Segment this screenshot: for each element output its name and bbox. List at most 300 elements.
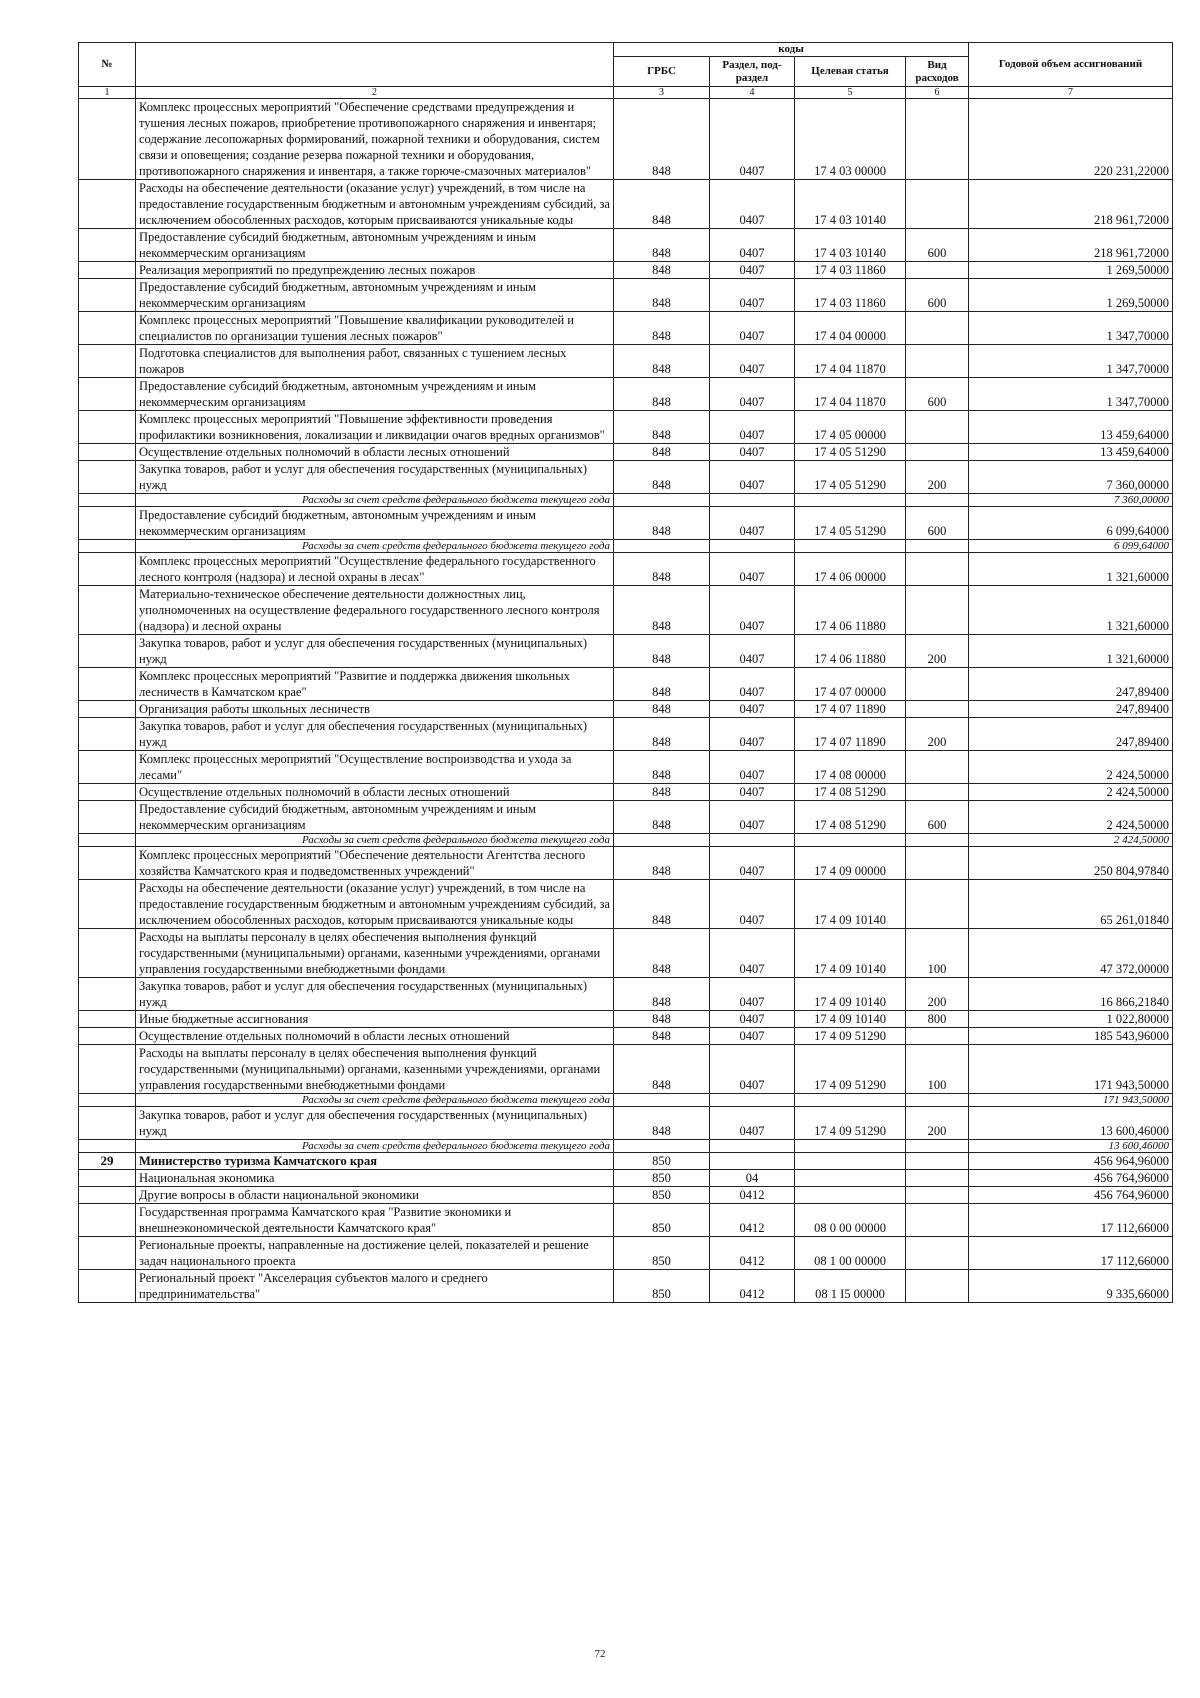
header-grbs: ГРБС bbox=[614, 57, 710, 87]
federal-budget-subrow bbox=[79, 1094, 1173, 1107]
section-cell: 0407 bbox=[710, 262, 795, 279]
row-number-cell bbox=[79, 507, 136, 540]
target-article-cell bbox=[795, 1153, 906, 1170]
grbs-cell: 848 bbox=[614, 1045, 710, 1094]
section-cell: 0407 bbox=[710, 847, 795, 880]
budget-document bbox=[78, 42, 1172, 1303]
expense-name-cell: Закупка товаров, работ и услуг для обеспечения государственных (муниципальных) нужд bbox=[136, 718, 614, 751]
expense-name-cell: Комплекс процессных мероприятий "Повышение эффективности проведения профилактики возникновения, локализации и ликвидации очагов вредных организмов" bbox=[136, 411, 614, 444]
amount-cell: 13 600,46000 bbox=[969, 1107, 1173, 1140]
target-article-cell: 17 4 03 10140 bbox=[795, 229, 906, 262]
table-row bbox=[79, 279, 1173, 312]
expense-type-cell: 800 bbox=[906, 1011, 969, 1028]
target-article-cell: 17 4 07 11890 bbox=[795, 701, 906, 718]
table-row bbox=[79, 345, 1173, 378]
expense-type-cell: 600 bbox=[906, 378, 969, 411]
target-article-cell: 17 4 09 00000 bbox=[795, 847, 906, 880]
expense-type-cell: 600 bbox=[906, 229, 969, 262]
target-article-cell bbox=[795, 1170, 906, 1187]
row-number-cell bbox=[79, 1094, 136, 1107]
amount-cell: 47 372,00000 bbox=[969, 929, 1173, 978]
table-row bbox=[79, 444, 1173, 461]
target-article-cell: 17 4 09 10140 bbox=[795, 1011, 906, 1028]
expense-name-cell: Осуществление отдельных полномочий в области лесных отношений bbox=[136, 784, 614, 801]
amount-cell: 16 866,21840 bbox=[969, 978, 1173, 1011]
amount-cell: 6 099,64000 bbox=[969, 540, 1173, 553]
row-number-cell bbox=[79, 345, 136, 378]
expense-name-cell: Комплекс процессных мероприятий "Развитие и поддержка движения школьных лесничеств в Камчатском крае" bbox=[136, 668, 614, 701]
expense-type-cell bbox=[906, 1140, 969, 1153]
target-article-cell: 17 4 09 51290 bbox=[795, 1045, 906, 1094]
target-article-cell: 17 4 03 10140 bbox=[795, 180, 906, 229]
expense-name-cell: Предоставление субсидий бюджетным, автономным учреждениям и иным некоммерческим организациям bbox=[136, 279, 614, 312]
expense-type-cell: 100 bbox=[906, 1045, 969, 1094]
column-number: 1 bbox=[79, 87, 136, 99]
amount-cell: 456 764,96000 bbox=[969, 1187, 1173, 1204]
amount-cell: 218 961,72000 bbox=[969, 229, 1173, 262]
target-article-cell bbox=[795, 834, 906, 847]
row-number-cell bbox=[79, 834, 136, 847]
federal-budget-note: Расходы за счет средств федерального бюджета текущего года bbox=[136, 540, 614, 553]
section-cell: 0407 bbox=[710, 635, 795, 668]
section-cell: 0407 bbox=[710, 586, 795, 635]
target-article-cell: 17 4 04 11870 bbox=[795, 378, 906, 411]
grbs-cell: 848 bbox=[614, 847, 710, 880]
expense-name-cell: Реализация мероприятий по предупреждению лесных пожаров bbox=[136, 262, 614, 279]
section-cell bbox=[710, 834, 795, 847]
column-number: 3 bbox=[614, 87, 710, 99]
row-number-cell bbox=[79, 635, 136, 668]
grbs-cell: 848 bbox=[614, 784, 710, 801]
amount-cell: 185 543,96000 bbox=[969, 1028, 1173, 1045]
amount-cell: 1 347,70000 bbox=[969, 345, 1173, 378]
table-row bbox=[79, 1204, 1173, 1237]
expense-type-cell bbox=[906, 1204, 969, 1237]
target-article-cell: 17 4 07 00000 bbox=[795, 668, 906, 701]
column-number: 5 bbox=[795, 87, 906, 99]
amount-cell: 13 459,64000 bbox=[969, 444, 1173, 461]
page-number: 72 bbox=[594, 1648, 606, 1660]
row-number-cell bbox=[79, 494, 136, 507]
table-row bbox=[79, 880, 1173, 929]
grbs-cell: 848 bbox=[614, 1107, 710, 1140]
expense-name-cell: Комплекс процессных мероприятий "Обеспечение средствами предупреждения и тушения лесных пожаров, приобретение противопожарного снаряжения и инвентаря; содержание лесопожарных формирований, пожарной техники и оборудования, систем связи и оповещения; создание резерва пожарной техники и оборудования, противопожарного снаряжения и инвентаря, а также горюче-смазочных материалов" bbox=[136, 99, 614, 180]
grbs-cell: 848 bbox=[614, 718, 710, 751]
table-row bbox=[79, 586, 1173, 635]
amount-cell: 247,89400 bbox=[969, 701, 1173, 718]
section-cell bbox=[710, 540, 795, 553]
table-row bbox=[79, 553, 1173, 586]
expense-type-cell bbox=[906, 1153, 969, 1170]
target-article-cell: 17 4 07 11890 bbox=[795, 718, 906, 751]
row-number-cell bbox=[79, 701, 136, 718]
column-number-row bbox=[79, 87, 1173, 99]
row-number-cell: 29 bbox=[79, 1153, 136, 1170]
row-number-cell bbox=[79, 1140, 136, 1153]
expense-name-cell: Государственная программа Камчатского края "Развитие экономики и внешнеэкономической деятельности Камчатского края" bbox=[136, 1204, 614, 1237]
table-row bbox=[79, 1011, 1173, 1028]
expense-type-cell: 600 bbox=[906, 801, 969, 834]
column-number: 7 bbox=[969, 87, 1173, 99]
expense-name-cell: Закупка товаров, работ и услуг для обеспечения государственных (муниципальных) нужд bbox=[136, 1107, 614, 1140]
target-article-cell: 17 4 03 00000 bbox=[795, 99, 906, 180]
grbs-cell: 848 bbox=[614, 507, 710, 540]
section-cell: 0407 bbox=[710, 1011, 795, 1028]
expense-name-cell: Расходы на обеспечение деятельности (оказание услуг) учреждений, в том числе на предоставление государственным бюджетным и автономным учреждениям субсидий, за исключением обособленных расходов, которым присваиваются уникальные коды bbox=[136, 880, 614, 929]
expense-type-cell bbox=[906, 1270, 969, 1303]
row-number-cell bbox=[79, 718, 136, 751]
table-row bbox=[79, 1107, 1173, 1140]
amount-cell: 65 261,01840 bbox=[969, 880, 1173, 929]
expense-name-cell: Расходы на обеспечение деятельности (оказание услуг) учреждений, в том числе на предоставление государственным бюджетным и автономным учреждениям субсидий, за исключением обособленных расходов, которым присваиваются уникальные коды bbox=[136, 180, 614, 229]
section-cell: 0412 bbox=[710, 1187, 795, 1204]
federal-budget-subrow bbox=[79, 494, 1173, 507]
grbs-cell: 850 bbox=[614, 1204, 710, 1237]
grbs-cell: 850 bbox=[614, 1153, 710, 1170]
amount-cell: 1 347,70000 bbox=[969, 312, 1173, 345]
section-cell: 0407 bbox=[710, 880, 795, 929]
section-cell: 0407 bbox=[710, 1045, 795, 1094]
section-cell bbox=[710, 494, 795, 507]
row-number-cell bbox=[79, 461, 136, 494]
ministry-row bbox=[79, 1153, 1173, 1170]
table-row bbox=[79, 784, 1173, 801]
amount-cell: 456 764,96000 bbox=[969, 1170, 1173, 1187]
grbs-cell: 848 bbox=[614, 978, 710, 1011]
table-header bbox=[79, 43, 1173, 99]
federal-budget-subrow bbox=[79, 1140, 1173, 1153]
amount-cell: 218 961,72000 bbox=[969, 180, 1173, 229]
grbs-cell bbox=[614, 1140, 710, 1153]
section-cell: 0407 bbox=[710, 507, 795, 540]
target-article-cell: 17 4 09 10140 bbox=[795, 929, 906, 978]
grbs-cell: 848 bbox=[614, 378, 710, 411]
target-article-cell bbox=[795, 494, 906, 507]
grbs-cell: 850 bbox=[614, 1237, 710, 1270]
row-number-cell bbox=[79, 1045, 136, 1094]
target-article-cell: 17 4 05 51290 bbox=[795, 507, 906, 540]
federal-budget-subrow bbox=[79, 540, 1173, 553]
expense-name-cell: Региональные проекты, направленные на достижение целей, показателей и решение задач национального проекта bbox=[136, 1237, 614, 1270]
table-row bbox=[79, 1237, 1173, 1270]
section-cell: 0407 bbox=[710, 978, 795, 1011]
amount-cell: 13 600,46000 bbox=[969, 1140, 1173, 1153]
table-row bbox=[79, 180, 1173, 229]
grbs-cell: 848 bbox=[614, 461, 710, 494]
table-row bbox=[79, 751, 1173, 784]
expense-type-cell: 200 bbox=[906, 718, 969, 751]
federal-budget-note: Расходы за счет средств федерального бюджета текущего года bbox=[136, 1140, 614, 1153]
section-cell: 0407 bbox=[710, 180, 795, 229]
row-number-cell bbox=[79, 1170, 136, 1187]
section-cell: 0407 bbox=[710, 229, 795, 262]
amount-cell: 2 424,50000 bbox=[969, 801, 1173, 834]
target-article-cell: 08 1 I5 00000 bbox=[795, 1270, 906, 1303]
table-row bbox=[79, 1045, 1173, 1094]
grbs-cell bbox=[614, 494, 710, 507]
header-codes-group: коды bbox=[614, 43, 969, 57]
table-row bbox=[79, 929, 1173, 978]
expense-name-cell: Осуществление отдельных полномочий в области лесных отношений bbox=[136, 444, 614, 461]
table-row bbox=[79, 411, 1173, 444]
grbs-cell: 850 bbox=[614, 1170, 710, 1187]
target-article-cell: 17 4 09 51290 bbox=[795, 1028, 906, 1045]
header-target-article: Целевая статья bbox=[795, 57, 906, 87]
grbs-cell bbox=[614, 1094, 710, 1107]
expense-name-cell: Организация работы школьных лесничеств bbox=[136, 701, 614, 718]
header-number: № bbox=[79, 43, 136, 87]
expense-name-cell: Национальная экономика bbox=[136, 1170, 614, 1187]
expense-type-cell: 600 bbox=[906, 279, 969, 312]
expense-name-cell: Предоставление субсидий бюджетным, автономным учреждениям и иным некоммерческим организациям bbox=[136, 801, 614, 834]
section-cell: 0407 bbox=[710, 701, 795, 718]
expense-type-cell: 200 bbox=[906, 978, 969, 1011]
expense-name-cell: Предоставление субсидий бюджетным, автономным учреждениям и иным некоммерческим организациям bbox=[136, 378, 614, 411]
table-row bbox=[79, 1187, 1173, 1204]
row-number-cell bbox=[79, 1270, 136, 1303]
table-row bbox=[79, 668, 1173, 701]
row-number-cell bbox=[79, 784, 136, 801]
target-article-cell: 17 4 05 51290 bbox=[795, 444, 906, 461]
section-cell: 0407 bbox=[710, 411, 795, 444]
federal-budget-subrow bbox=[79, 834, 1173, 847]
target-article-cell: 17 4 09 10140 bbox=[795, 978, 906, 1011]
target-article-cell: 17 4 03 11860 bbox=[795, 262, 906, 279]
expense-name-cell: Комплекс процессных мероприятий "Осуществление федерального государственного лесного контроля (надзора) и лесной охраны в лесах" bbox=[136, 553, 614, 586]
expense-type-cell bbox=[906, 1237, 969, 1270]
section-cell bbox=[710, 1140, 795, 1153]
row-number-cell bbox=[79, 1011, 136, 1028]
expense-type-cell bbox=[906, 701, 969, 718]
expense-type-cell bbox=[906, 1028, 969, 1045]
amount-cell: 171 943,50000 bbox=[969, 1045, 1173, 1094]
expense-type-cell: 200 bbox=[906, 461, 969, 494]
expense-type-cell bbox=[906, 1170, 969, 1187]
row-number-cell bbox=[79, 540, 136, 553]
expense-type-cell bbox=[906, 444, 969, 461]
expense-name-cell: Другие вопросы в области национальной экономики bbox=[136, 1187, 614, 1204]
section-cell: 0412 bbox=[710, 1270, 795, 1303]
section-cell: 0412 bbox=[710, 1237, 795, 1270]
grbs-cell bbox=[614, 834, 710, 847]
target-article-cell bbox=[795, 1094, 906, 1107]
section-cell bbox=[710, 1094, 795, 1107]
table-row bbox=[79, 1170, 1173, 1187]
grbs-cell bbox=[614, 540, 710, 553]
row-number-cell bbox=[79, 586, 136, 635]
grbs-cell: 848 bbox=[614, 751, 710, 784]
column-number: 2 bbox=[136, 87, 614, 99]
expense-name-cell: Материально-техническое обеспечение деятельности должностных лиц, уполномоченных на осуществление федерального государственного лесного контроля (надзора) и лесной охраны bbox=[136, 586, 614, 635]
grbs-cell: 848 bbox=[614, 312, 710, 345]
row-number-cell bbox=[79, 411, 136, 444]
expense-name-cell: Министерство туризма Камчатского края bbox=[136, 1153, 614, 1170]
federal-budget-note: Расходы за счет средств федерального бюджета текущего года bbox=[136, 1094, 614, 1107]
row-number-cell bbox=[79, 1237, 136, 1270]
amount-cell: 9 335,66000 bbox=[969, 1270, 1173, 1303]
row-number-cell bbox=[79, 312, 136, 345]
federal-budget-note: Расходы за счет средств федерального бюджета текущего года bbox=[136, 834, 614, 847]
section-cell: 04 bbox=[710, 1170, 795, 1187]
row-number-cell bbox=[79, 99, 136, 180]
expense-name-cell: Комплекс процессных мероприятий "Обеспечение деятельности Агентства лесного хозяйства Камчатского края и подведомственных учреждений" bbox=[136, 847, 614, 880]
column-number: 6 bbox=[906, 87, 969, 99]
target-article-cell: 17 4 04 11870 bbox=[795, 345, 906, 378]
header-expense-type: Вид расходов bbox=[906, 57, 969, 87]
amount-cell: 250 804,97840 bbox=[969, 847, 1173, 880]
section-cell: 0407 bbox=[710, 378, 795, 411]
header-section: Раздел, под-раздел bbox=[710, 57, 795, 87]
expense-type-cell bbox=[906, 880, 969, 929]
grbs-cell: 850 bbox=[614, 1187, 710, 1204]
expense-name-cell: Закупка товаров, работ и услуг для обеспечения государственных (муниципальных) нужд bbox=[136, 978, 614, 1011]
expense-name-cell: Подготовка специалистов для выполнения работ, связанных с тушением лесных пожаров bbox=[136, 345, 614, 378]
grbs-cell: 848 bbox=[614, 553, 710, 586]
amount-cell: 2 424,50000 bbox=[969, 751, 1173, 784]
amount-cell: 1 022,80000 bbox=[969, 1011, 1173, 1028]
expense-name-cell: Предоставление субсидий бюджетным, автономным учреждениям и иным некоммерческим организациям bbox=[136, 507, 614, 540]
grbs-cell: 848 bbox=[614, 99, 710, 180]
expense-type-cell bbox=[906, 553, 969, 586]
amount-cell: 13 459,64000 bbox=[969, 411, 1173, 444]
row-number-cell bbox=[79, 1187, 136, 1204]
expense-type-cell bbox=[906, 262, 969, 279]
grbs-cell: 848 bbox=[614, 929, 710, 978]
section-cell: 0412 bbox=[710, 1204, 795, 1237]
grbs-cell: 848 bbox=[614, 262, 710, 279]
section-cell: 0407 bbox=[710, 553, 795, 586]
expense-type-cell bbox=[906, 345, 969, 378]
section-cell: 0407 bbox=[710, 668, 795, 701]
header-annual-amount: Годовой объем ассигнований bbox=[969, 43, 1173, 87]
expense-type-cell bbox=[906, 312, 969, 345]
grbs-cell: 848 bbox=[614, 411, 710, 444]
section-cell: 0407 bbox=[710, 801, 795, 834]
expense-name-cell: Расходы на выплаты персоналу в целях обеспечения выполнения функций государственными (муниципальными) органами, казенными учреждениями, органами управления государственными внебюджетными фондами bbox=[136, 929, 614, 978]
amount-cell: 1 269,50000 bbox=[969, 279, 1173, 312]
target-article-cell: 08 0 00 00000 bbox=[795, 1204, 906, 1237]
table-row bbox=[79, 978, 1173, 1011]
expense-type-cell bbox=[906, 494, 969, 507]
target-article-cell: 17 4 06 00000 bbox=[795, 553, 906, 586]
expense-type-cell bbox=[906, 411, 969, 444]
section-cell: 0407 bbox=[710, 345, 795, 378]
federal-budget-note: Расходы за счет средств федерального бюджета текущего года bbox=[136, 494, 614, 507]
row-number-cell bbox=[79, 1107, 136, 1140]
grbs-cell: 848 bbox=[614, 668, 710, 701]
row-number-cell bbox=[79, 444, 136, 461]
section-cell bbox=[710, 1153, 795, 1170]
table-row bbox=[79, 847, 1173, 880]
amount-cell: 456 964,96000 bbox=[969, 1153, 1173, 1170]
row-number-cell bbox=[79, 229, 136, 262]
target-article-cell: 17 4 06 11880 bbox=[795, 586, 906, 635]
section-cell: 0407 bbox=[710, 718, 795, 751]
row-number-cell bbox=[79, 180, 136, 229]
amount-cell: 6 099,64000 bbox=[969, 507, 1173, 540]
grbs-cell: 848 bbox=[614, 1028, 710, 1045]
amount-cell: 247,89400 bbox=[969, 668, 1173, 701]
section-cell: 0407 bbox=[710, 1028, 795, 1045]
expense-type-cell bbox=[906, 668, 969, 701]
section-cell: 0407 bbox=[710, 444, 795, 461]
grbs-cell: 848 bbox=[614, 801, 710, 834]
expense-name-cell: Предоставление субсидий бюджетным, автономным учреждениям и иным некоммерческим организациям bbox=[136, 229, 614, 262]
row-number-cell bbox=[79, 751, 136, 784]
expense-type-cell: 600 bbox=[906, 507, 969, 540]
expense-type-cell bbox=[906, 586, 969, 635]
expense-type-cell bbox=[906, 847, 969, 880]
column-number: 4 bbox=[710, 87, 795, 99]
target-article-cell: 17 4 09 10140 bbox=[795, 880, 906, 929]
amount-cell: 1 269,50000 bbox=[969, 262, 1173, 279]
expense-type-cell bbox=[906, 834, 969, 847]
table-row bbox=[79, 1270, 1173, 1303]
amount-cell: 2 424,50000 bbox=[969, 784, 1173, 801]
expense-type-cell bbox=[906, 1094, 969, 1107]
section-cell: 0407 bbox=[710, 99, 795, 180]
row-number-cell bbox=[79, 880, 136, 929]
grbs-cell: 848 bbox=[614, 701, 710, 718]
grbs-cell: 848 bbox=[614, 880, 710, 929]
amount-cell: 220 231,22000 bbox=[969, 99, 1173, 180]
amount-cell: 17 112,66000 bbox=[969, 1204, 1173, 1237]
grbs-cell: 848 bbox=[614, 444, 710, 461]
expense-type-cell: 100 bbox=[906, 929, 969, 978]
grbs-cell: 848 bbox=[614, 635, 710, 668]
row-number-cell bbox=[79, 929, 136, 978]
row-number-cell bbox=[79, 279, 136, 312]
target-article-cell bbox=[795, 540, 906, 553]
table-row bbox=[79, 1028, 1173, 1045]
amount-cell: 7 360,00000 bbox=[969, 494, 1173, 507]
amount-cell: 7 360,00000 bbox=[969, 461, 1173, 494]
table-row bbox=[79, 99, 1173, 180]
expense-name-cell: Региональный проект "Акселерация субъектов малого и среднего предпринимательства" bbox=[136, 1270, 614, 1303]
grbs-cell: 850 bbox=[614, 1270, 710, 1303]
target-article-cell: 17 4 03 11860 bbox=[795, 279, 906, 312]
target-article-cell: 17 4 08 51290 bbox=[795, 784, 906, 801]
expense-type-cell bbox=[906, 751, 969, 784]
expense-name-cell: Закупка товаров, работ и услуг для обеспечения государственных (муниципальных) нужд bbox=[136, 461, 614, 494]
target-article-cell: 17 4 08 00000 bbox=[795, 751, 906, 784]
table-row bbox=[79, 701, 1173, 718]
expense-name-cell: Осуществление отдельных полномочий в области лесных отношений bbox=[136, 1028, 614, 1045]
target-article-cell bbox=[795, 1187, 906, 1204]
table-row bbox=[79, 312, 1173, 345]
header-name-blank bbox=[136, 43, 614, 87]
target-article-cell: 17 4 04 00000 bbox=[795, 312, 906, 345]
target-article-cell: 08 1 00 00000 bbox=[795, 1237, 906, 1270]
amount-cell: 1 321,60000 bbox=[969, 553, 1173, 586]
amount-cell: 2 424,50000 bbox=[969, 834, 1173, 847]
table-row bbox=[79, 378, 1173, 411]
expense-name-cell: Комплекс процессных мероприятий "Осуществление воспроизводства и ухода за лесами" bbox=[136, 751, 614, 784]
grbs-cell: 848 bbox=[614, 279, 710, 312]
row-number-cell bbox=[79, 262, 136, 279]
row-number-cell bbox=[79, 847, 136, 880]
expense-name-cell: Комплекс процессных мероприятий "Повышение квалификации руководителей и специалистов по организации тушения лесных пожаров" bbox=[136, 312, 614, 345]
row-number-cell bbox=[79, 378, 136, 411]
table-row bbox=[79, 718, 1173, 751]
section-cell: 0407 bbox=[710, 1107, 795, 1140]
section-cell: 0407 bbox=[710, 312, 795, 345]
expense-type-cell bbox=[906, 1187, 969, 1204]
target-article-cell bbox=[795, 1140, 906, 1153]
row-number-cell bbox=[79, 553, 136, 586]
table-row bbox=[79, 635, 1173, 668]
section-cell: 0407 bbox=[710, 929, 795, 978]
